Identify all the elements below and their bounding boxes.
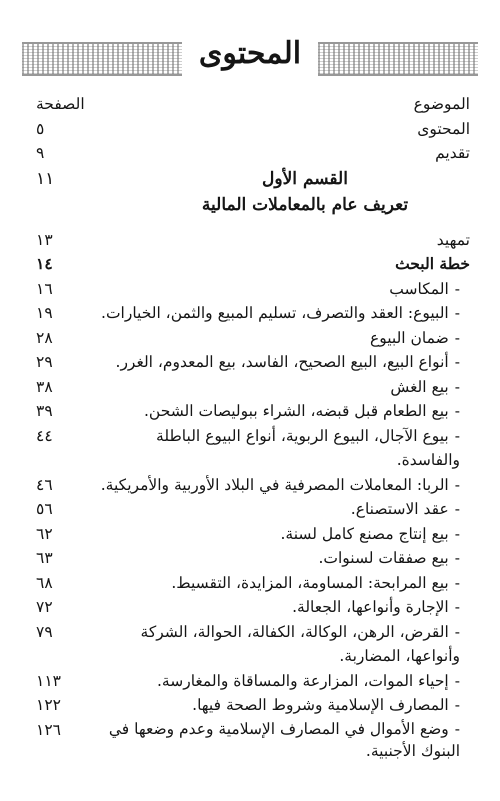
toc-entry-text: بيع المرابحة: المساومة، المزايدة، التقسيط. (171, 573, 449, 592)
toc-entry (30, 595, 470, 620)
list-dash: - (454, 622, 460, 641)
page-column-label: الصفحة (36, 95, 85, 113)
list-dash: - (454, 573, 460, 592)
toc-entry-topic: المحتوى (417, 119, 470, 138)
list-dash: - (454, 353, 460, 371)
toc-entry (30, 350, 470, 375)
toc-entry-topic (88, 718, 460, 762)
toc-entry-topic (88, 277, 460, 302)
toc-entry-page: ٦٣ (36, 549, 53, 567)
toc-entry-topic (88, 473, 460, 498)
toc-entry-page: ١٣ (36, 230, 53, 249)
toc-entry-topic (88, 669, 460, 694)
toc-entry (30, 497, 470, 522)
toc-entry (30, 117, 470, 142)
list-dash: - (454, 304, 460, 322)
toc-entry-page: ١٩ (36, 304, 53, 322)
toc-entry-topic (88, 522, 460, 547)
toc-entry (30, 277, 470, 302)
toc-entry-page: ٧٩ (36, 622, 53, 641)
toc-entry-topic (88, 350, 460, 375)
toc-entry-page: ٦٨ (36, 573, 53, 592)
toc-entry-topic (88, 326, 460, 351)
list-dash: - (454, 475, 460, 494)
toc-entry (30, 375, 470, 400)
list-dash: - (454, 524, 460, 543)
toc-entry-text: المصارف الإسلامية وشروط الصحة فيها. (192, 696, 449, 714)
toc-entry (30, 424, 470, 473)
toc-entry-text: عقد الاستصناع. (350, 500, 449, 518)
toc-entry (30, 141, 470, 166)
list-dash: - (454, 426, 460, 445)
toc-entry-page: ٧٢ (36, 598, 53, 616)
toc-entry-text: أنواع البيع، البيع الصحيح، الفاسد، بيع المعدوم، الغرر. (115, 353, 449, 371)
toc-entry (30, 693, 470, 718)
section-subtitle-row (30, 192, 470, 218)
toc-entry-page: ٥ (36, 119, 45, 138)
toc-entry-topic (88, 620, 460, 669)
toc-entry-page: ٢٨ (36, 328, 53, 347)
toc-entry-topic (88, 424, 460, 473)
toc-entry (30, 301, 470, 326)
list-dash: - (454, 549, 460, 567)
toc-entry-topic (88, 571, 460, 596)
header-ornament-right (318, 42, 478, 76)
toc-entry-text: بيع الغش (390, 377, 449, 396)
toc-entry-list (30, 277, 470, 762)
list-dash: - (454, 402, 460, 420)
toc-entry-topic (88, 375, 460, 400)
toc-entry-page: ٦٢ (36, 524, 53, 543)
toc-entry (30, 546, 470, 571)
toc-entry (30, 399, 470, 424)
toc-column-headers (30, 92, 470, 117)
toc-entry-text: بيع الطعام قبل قبضه، الشراء ببوليصات الشحن. (143, 402, 449, 420)
toc-entry-topic (88, 595, 460, 620)
toc-entry-page: ٢٩ (36, 353, 53, 371)
topic-column-label: الموضوع (413, 95, 470, 113)
toc-entry-topic (88, 693, 460, 718)
toc-entry (30, 718, 470, 762)
toc-entry-text: القرض، الرهن، الوكالة، الكفالة، الحوالة، الشركة وأنواعها، المضاربة. (140, 622, 460, 665)
toc-entry (30, 228, 470, 253)
toc-entry-topic: تقديم (435, 144, 470, 162)
toc-entry-page: ١٤ (36, 254, 53, 273)
list-dash: - (454, 377, 460, 396)
toc-entry-topic (88, 399, 460, 424)
toc-entry-page: ٤٤ (36, 426, 53, 445)
toc-content (30, 92, 470, 762)
toc-entry-page: ١١٣ (36, 671, 61, 690)
list-dash: - (454, 328, 460, 347)
toc-entry (30, 522, 470, 547)
list-dash: - (454, 598, 460, 616)
list-dash: - (454, 671, 460, 690)
toc-entry-page: ٩ (36, 144, 45, 162)
toc-entry-page: ١٢٦ (36, 720, 61, 739)
toc-entry-text: بيع إنتاج مصنع كامل لسنة. (280, 524, 449, 543)
toc-entry-page: ١٦ (36, 279, 53, 298)
toc-entry (30, 326, 470, 351)
list-dash: - (454, 719, 460, 738)
toc-entry-text: بيوع الآجال، البيوع الربوية، أنواع البيوع الباطلة والفاسدة. (156, 426, 460, 469)
toc-entry (30, 571, 470, 596)
page-title: المحتوى (198, 36, 302, 71)
toc-entry-topic (88, 301, 460, 326)
toc-entry (30, 252, 470, 277)
section-name: القسم الأول (262, 168, 348, 189)
toc-entry-page: ١٢٢ (36, 696, 61, 714)
toc-entry-text: بيع صفقات لسنوات. (318, 549, 449, 567)
list-dash: - (454, 500, 460, 518)
toc-entry-topic (88, 497, 460, 522)
list-dash: - (454, 279, 460, 298)
toc-entry-topic: خطة البحث (395, 254, 470, 273)
toc-entry-topic: تمهيد (436, 230, 470, 249)
list-dash: - (454, 696, 460, 714)
section-heading (30, 166, 470, 192)
toc-entry-page: ٤٦ (36, 475, 53, 494)
toc-entry-text: ضمان البيوع (369, 328, 449, 347)
toc-entry-page: ٥٦ (36, 500, 53, 518)
toc-entry (30, 669, 470, 694)
toc-entry (30, 473, 470, 498)
section-subtitle: تعريف عام بالمعاملات المالية (201, 194, 409, 215)
toc-entry-text: وضع الأموال في المصارف الإسلامية وعدم وضعها في البنوك الأجنبية. (108, 719, 460, 760)
toc-entry-text: المكاسب (389, 279, 449, 298)
toc-entry-page: ٣٩ (36, 402, 53, 420)
page-header (22, 34, 478, 80)
toc-entry-topic (88, 546, 460, 571)
toc-entry-page: ٣٨ (36, 377, 53, 396)
section-page: ١١ (36, 168, 55, 189)
toc-entry-text: البيوع: العقد والتصرف، تسليم المبيع والثمن، الخيارات. (101, 304, 449, 322)
toc-entry-text: إحياء الموات، المزارعة والمساقاة والمغارسة. (157, 671, 449, 690)
toc-entry-text: الربا: المعاملات المصرفية في البلاد الأوربية والأمريكية. (100, 475, 449, 494)
toc-entry (30, 620, 470, 669)
toc-entry-text: الإجارة وأنواعها، الجعالة. (292, 598, 449, 616)
